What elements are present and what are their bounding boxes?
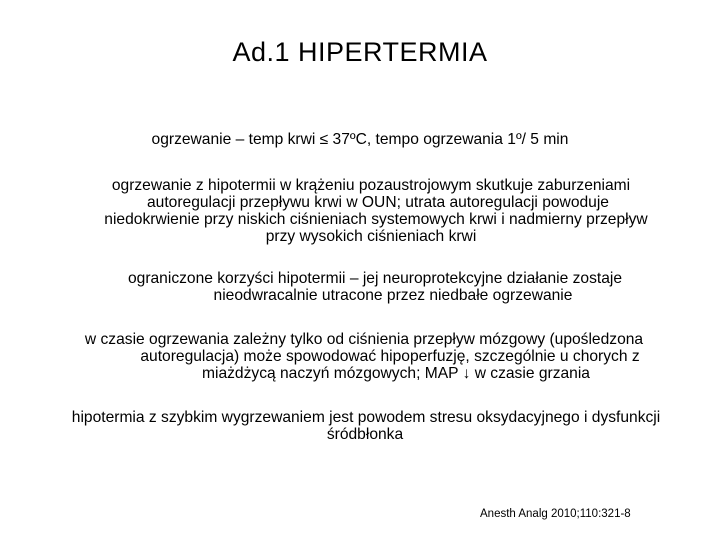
paragraph-limited-benefits [0,270,720,304]
paragraph-line: ograniczone korzyści hipotermii – jej neuroprotekcyjne działanie zostaje [127,270,623,287]
paragraph-line: miażdżycą naczyń mózgowych; MAP ↓ w czasie grzania [202,365,590,382]
paragraph-line: śródbłonka [326,426,404,443]
paragraph-warming-rate [0,131,720,148]
paragraph-oxidative-stress [0,409,720,443]
slide-title: Ad.1 HIPERTERMIA [232,37,488,67]
paragraph-line: nieodwracalnie utracone przez niedbałe ogrzewanie [213,287,573,304]
paragraph-line: autoregulacji przepływu krwi w OUN; utrata autoregulacji powoduje [147,194,609,211]
paragraph-autoregulation [0,177,720,245]
citation: Anesth Analg 2010;110:321-8 [480,508,631,520]
paragraph-cerebral-flow [0,331,720,382]
paragraph-line: w czasie ogrzewania zależny tylko od ciśnienia przepływ mózgowy (upośledzona [84,331,644,348]
paragraph-line: przy wysokich ciśnieniach krwi [265,228,477,245]
paragraph-line: ogrzewanie z hipotermii w krążeniu pozaustrojowym skutkuje zaburzeniami [111,177,631,194]
paragraph-line: autoregulacja) może spowodować hipoperfuzję, szczególnie u chorych z [140,348,640,365]
paragraph-line: niedokrwienie przy niskich ciśnieniach systemowych krwi i nadmierny przepływ [104,211,648,228]
paragraph-line: hipotermia z szybkim wygrzewaniem jest powodem stresu oksydacyjnego i dysfunkcji [71,409,661,426]
paragraph-line: ogrzewanie – temp krwi ≤ 37ºC, tempo ogrzewania 1º/ 5 min [151,131,569,148]
